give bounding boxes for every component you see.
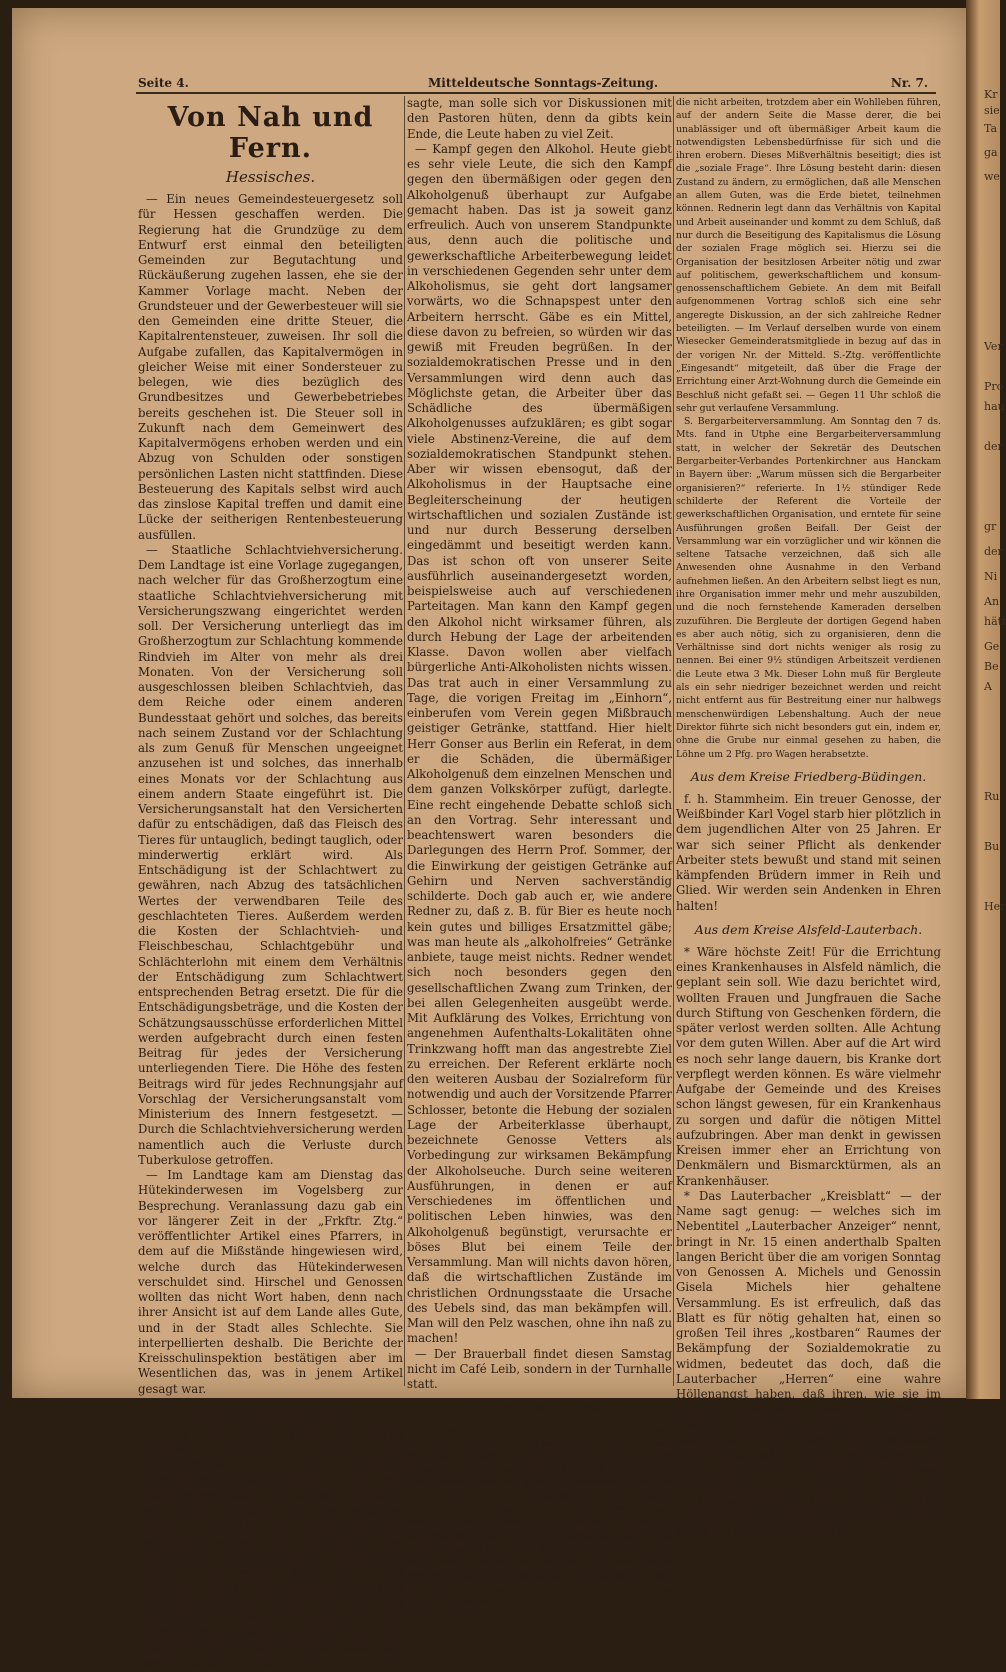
adjacent-page-edge — [966, 0, 1006, 1399]
issue-number: Nr. 7. — [890, 76, 928, 90]
article-paragraph: * Das Lauterbacher „Kreisblatt“ — der Name sagt genug: — welches sich im Nebentitel „Lauterbacher Anzeiger“ nennt, bringt in Nr. 15 einen anderthalb Spalten langen Bericht über die am vorigen Sonntag von Genossen A. Michels und Genossin Gisela Michels hier gehaltene Versammlung. Es ist erfreulich, daß das Blatt es für nötig gehalten hat, einen so großen Teil ihres „kostbaren“ Raumes der Bekämpfung der Sozialdemokratie zu widmen, bedeutet das doch, daß die Lauterbacher „Herren“ eine wahre Höllenangst haben, daß ihren, wie sie im Bericht schmeicheln, „fleißigen“ Arbeitern etwa die Augen aufgehen möchten über das wenige, was sie für ihren „Fleiß“ erhalten. Nun, nichts wäre ihnen gefährlicher, als das. Auch die im Bericht enthaltenen Verdrehungen und — gelinde ausgedrückt — Unerzogenheiten lohnt es sich nicht, einzugehen. Was macht es dem Monde aus, wenn ihn der Hund anbellt? — [676, 1188, 941, 1539]
region-heading: Hessisches. — [225, 168, 316, 186]
edge-fragment: der — [984, 440, 1003, 453]
section-heading: Aus dem Kreise Gießen. — [463, 1400, 616, 1416]
edge-fragment: Ver — [984, 340, 1003, 353]
edge-fragment: we — [984, 170, 1000, 183]
section-heading: Aus dem Kreise Alsfeld-Lauterbach. — [694, 921, 923, 937]
article-paragraph: — Wieseck. Die Versammlung am Sonntag, in der Frau Dr. Michels über „die soziale Frage“ sprach, war recht gut besucht, es mochten sich nahe an 200 Personen in dem geräumigen Saal des „Gambrinus“ eingefunden haben. Mit großer Aufmerksamkeit folgten die Zuhörer den verständlichen und klaren Ausführungen der Rednerin, die zunächst erklärte, was man unter der Bezeichnung „Soziale Frage“ überhaupt zu verstehen habe. Mancher behaupte zwar, eine solche existiere nicht. Wer sich aber im Leben nur ein klein wenig umsehe, der erkenne bald die großen Mißverhältnisse, die in bezug auf die Lebenslage in der Bevölkerung herrschen. Auf der einen Seite eine Anzahl Menschen, — [407, 1424, 672, 1609]
edge-fragment: hätt — [984, 615, 1006, 628]
edge-fragment: gr — [984, 520, 997, 533]
edge-fragment: Pro — [984, 380, 1004, 393]
article-paragraph: — Staatliche Schlachtviehversicherung. Dem Landtage ist eine Vorlage zugegangen, nach welcher für das Großherzogtum eine staatliche Schlachtviehversicherung mit Versicherungszwang eingerichtet werden soll. Der Versicherung unterliegt das im Großherzogtum zur Schlachtung kommende Rindvieh im Alter von mehr als drei Monaten. Von der Versicherung soll ausgeschlossen bleiben Schlachtvieh, das dem Reiche oder einem anderen Bundesstaat gehört und solches, das bereits nach seinem Zustand vor der Schlachtung als zum Genuß für Menschen ungeeignet anzusehen ist und solches, das innerhalb eines Monats vor der Schlachtung aus einem andern Staate eingeführt ist. Die Versicherungsanstalt hat den Versicherten dafür zu entschädigen, daß das Fleisch des Tieres für untauglich, bedingt tauglich, oder minderwertig erklärt wird. Als Entschädigung ist der Schlachtwert zu gewähren, nach Abzug des tatsächlichen Wertes der verwendbaren Teile des geschlachteten Tieres. Außerdem werden die Kosten der Schlachtvieh- und Fleischbeschau, Schlachtgebühr und Schlächterlohn mit einem dem Verhältnis der Entschädigung zum Schlachtwert entsprechenden Betrag ersetzt. Die für die Entschädigungsbeträge, und die Kosten der Schätzungsausschüsse erforderlichen Mittel werden aufgebracht durch einen festen Beitrag für jedes der Versicherung unterliegenden Tiere. Die Höhe des festen Beitrags wird für jedes Rechnungsjahr auf Vorschlag der Versicherungsanstalt vom Ministerium des Innern festgesetzt. — Durch die Schlachtviehversicherung werden namentlich auch die Verluste durch Tuberkulose getroffen. — [138, 542, 403, 1167]
page-label: Seite 4. — [138, 76, 189, 90]
column-1 — [138, 96, 403, 1671]
article-paragraph: — Sie geben keine Ruh! Die Herren Pastoren nämlich, wegen des Friedhofsstreits. In der neulichen Stadtverordneten-Versammlung verlas der Oberbürgermeister ein langes Schreiben des Pastor Naumann, in dem letzterer gegen den Beschluß der Stadtverordneten protestiert, wonach den Geistlichen aller Konfessionen gestattet werde, Gräber ihrer Konfession zu weihen. Weiter wird noch behauptet, daß der Oberbürgermeister kein Altkatholik sondern Katholik sei, was doch niemanden etwas angeht. Die Stadtverordneten-Versammlung legte die Epistel zu den Akten. — Man sieht, wie recht Krumm s. Zt. hatte, als er — [138, 1427, 403, 1671]
article-paragraph: — Ein neues Gemeindesteuergesetz soll für Hessen geschaffen werden. Die Regierung hat die Grundzüge zu dem Entwurf erst einmal den beteiligten Gemeinden zur Begutachtung und Rückäußerung zugehen lassen, ehe sie der Kammer Vorlage macht. Neben der Grundsteuer und der Gewerbesteuer will sie den Gemeinden eine dritte Steuer, die Kapitalrentensteuer, zuweisen. Ihr soll die Aufgabe zufallen, das Kapitalvermögen in gleicher Weise mit einer Sondersteuer zu belegen, wie dies bezüglich des Grundbesitzes und Gewerbebetriebes bereits geschehen ist. Die Steuer soll in Zukunft nach dem Gemeinwert des Kapitalvermögens erhoben werden und ein Abzug von Schulden oder sonstigen persönlichen Lasten nicht stattfinden. Diese Besteuerung des Kapitals selbst wird auch das zinslose Kapital treffen und damit eine Lücke der seitherigen Rentenbesteuerung ausfüllen. — [138, 192, 403, 542]
newspaper-title: Mitteldeutsche Sonntags-Zeitung. — [428, 76, 659, 90]
edge-fragment: Bu — [984, 840, 1000, 853]
edge-fragment: sie — [984, 104, 1000, 117]
section-heading: Gießener Angelegenheiten. — [183, 1404, 358, 1420]
column-2 — [407, 96, 672, 1609]
section-heading: Aus dem Kreise Friedberg-Büdingen. — [690, 768, 927, 784]
edge-fragment: Ni — [984, 570, 998, 583]
article-paragraph: die nicht arbeiten, trotzdem aber ein Wohlleben führen, auf der andern Seite die Masse derer, die bei unablässiger und oft übermäßiger Arbeit kaum die notwendigsten Lebensbedürfnisse für sich und die ihren erobern. Dieses Mißverhältnis beseitigt; dies ist die „soziale Frage“. Ihre Lösung besteht darin: diesen Zustand zu ändern, zu ermöglichen, daß alle Menschen an allem Guten, was die Erde bietet, teilnehmen können. Rednerin legt dann das Verhältnis von Kapital und Arbeit auseinander und kommt zu dem Schluß, daß nur durch die Beseitigung des Kapitalismus die Lösung der sozialen Frage möglich sei. Hierzu sei die Organisation der besitzlosen Arbeiter nötig und zwar auf politischem, gewerkschaftlichem und konsum-genossenschaftlichem Gebiete. An dem mit Beifall aufgenommenen Vortrag schloß sich eine sehr angeregte Diskussion, an der sich zahlreiche Redner beteiligten. — Im Verlauf derselben wurde von einem Wiesecker Gemeinderatsmitgliede in bezug auf das in der vorigen Nr. der Mitteld. S.-Ztg. veröffentlichte „Eingesandt“ mitgeteilt, daß über die Frage der Errichtung einer Arzt-Wohnung durch die Gemeinde ein Beschluß nicht gefaßt sei. — Gegen 11 Uhr schloß die sehr gut verlaufene Versammlung. — [676, 97, 941, 414]
section-masthead: Von Nah und Fern. — [167, 102, 374, 164]
article-paragraph: — Kampf gegen den Alkohol. Heute giebt es sehr viele Leute, die sich den Kampf gegen den übermäßigen oder gegen den Alkoholgenuß überhaupt zur Aufgabe gemacht haben. Das ist ja soweit ganz erfreulich. Auch von unserem Standpunkte aus, denn auch die politische und gewerkschaftliche Arbeiterbewegung leidet in verschiedenen Gegenden sehr unter dem Alkoholismus, sie geht dort langsamer vorwärts, wo die Schnapspest unter den Arbeitern herrscht. Gäbe es ein Mittel, diese davon zu befreien, so würden wir das gewiß mit Freuden begrüßen. In der sozialdemokratischen Presse und in den Versammlungen wird denn auch das Möglichste getan, die Arbeiter über das Schädliche des übermäßigen Alkoholgenusses aufzuklären; es gibt sogar viele Abstinenz-Vereine, die auf dem sozialdemokratischen Standpunkt stehen. Aber wir wissen ebensogut, daß der Alkoholismus in der Hauptsache eine Begleiterscheinung der heutigen wirtschaftlichen und sozialen Zustände ist und nur durch Besserung derselben eingedämmt und beseitigt werden kann. Das ist schon oft von unserer Seite ausführlich auseinandergesetzt worden, beispielsweise auch auf verschiedenen Parteitagen. Man kann den Kampf gegen den Alkohol nicht wirksamer führen, als durch Hebung der Lage der arbeitenden Klasse. Davon wollen aber vielfach bürgerliche Anti-Alkoholisten nichts wissen. Das trat auch in einer Versammlung zu Tage, die vorigen Freitag im „Einhorn“, einberufen vom Verein gegen Mißbrauch geistiger Getränke, stattfand. Hier hielt Herr Gonser aus Berlin ein Referat, in dem er die Schäden, die übermäßiger Alkoholgenuß dem einzelnen Menschen und dem ganzen Volkskörper zufügt, darlegte. Eine recht eingehende Debatte schloß sich an den Vortrag. Sehr interessant und beachtenswert waren besonders die Darlegungen des Herrn Prof. Sommer, der die Einwirkung der geistigen Getränke auf Gehirn und Nerven sachverständig schilderte. Doch gab auch er, wie andere Redner zu, daß z. B. für Bier es heute noch kein gutes und billiges Ersatzmittel gäbe; was man heute als „alkoholfreies“ Getränke anbiete, tauge meist nichts. Redner wendet sich noch besonders gegen den gesellschaftlichen Zwang zum Trinken, der bei allen Gelegenheiten ausgeübt werde. Mit Aufklärung des Volkes, Errichtung von angenehmen Aufenthalts-Lokalitäten ohne Trinkzwang hofft man das angestrebte Ziel zu erreichen. Der Referent erklärte noch den weiteren Ausbau der Sozialreform für notwendig und auch der Vorsitzende Pfarrer Schlosser, betonte die Hebung der sozialen Lage der Arbeiterklasse überhaupt, bezeichnete Genosse Vetters als Vorbedingung zur wirksamen Bekämpfung der Alkoholseuche. Durch seine weiteren Ausführungen, in denen er auf Verschiedenes im öffentlichen und politischen Leben hinwies, was den Alkoholgenuß begünstigt, verursachte er böses Blut bei einem Teile der Versammlung. Man will nichts davon hören, daß die wirtschaftlichen Zustände im christlichen Ordnungsstaate die Ursache des Uebels sind, das man bekämpfen will. Man will den Pelz waschen, ohne ihn naß zu machen! — [407, 141, 672, 1346]
edge-fragment: ga — [984, 146, 998, 159]
edge-fragment: hau — [984, 400, 1005, 413]
edge-fragment: An — [984, 595, 1000, 608]
edge-fragment: der — [984, 545, 1003, 558]
page-header — [138, 74, 928, 94]
column-divider — [673, 96, 674, 1386]
article-paragraph: f. h. Stammheim. Ein treuer Genosse, der Weißbinder Karl Vogel starb hier plötzlich in dem jugendlichen Alter von 25 Jahren. Er war sich seiner Pflicht als denkender Arbeiter stets bewußt und stand mit seinen kämpfenden Brüdern immer in Reih und Glied. Wir werden sein Andenken in Ehren halten! — [676, 791, 941, 913]
edge-fragment: Kr — [984, 88, 998, 101]
edge-fragment: Be — [984, 660, 999, 673]
edge-fragment: A — [984, 680, 992, 693]
article-paragraph: — Der Brauerball findet diesen Samstag nicht im Café Leib, sondern in der Turnhalle statt. — [407, 1346, 672, 1391]
header-rule — [136, 92, 936, 94]
article-paragraph: * Wäre höchste Zeit! Für die Errichtung eines Krankenhauses in Alsfeld nämlich, die geplant sein soll. Wie dazu berichtet wird, wollten Frauen und Jungfrauen die Sache durch Stiftung von Geschenken fördern, die später verlost werden sollten. Alle Achtung vor dem guten Willen. Aber auf die Art wird es noch sehr lange dauern, bis Kranke dort verpflegt werden können. Es wäre vielmehr Aufgabe der Gemeinde und des Kreises schon längst gewesen, für ein Krankenhaus zu sorgen und dafür die nötigen Mittel aufzubringen. Aber man denkt in gewissen Kreisen immer eher an Errichtung von Denkmälern und Bismarcktürmen, als an Krankenhäuser. — [676, 944, 941, 1188]
article-paragraph: sagte, man solle sich vor Diskussionen mit den Pastoren hüten, denn da gibts kein Ende, die Leute haben zu viel Zeit. — [407, 96, 672, 141]
edge-fragment: Her — [984, 900, 1006, 913]
column-divider — [404, 96, 405, 1386]
edge-fragment: Ta — [984, 122, 998, 135]
column-3 — [676, 96, 941, 1539]
edge-fragment: Ge — [984, 640, 1000, 653]
article-paragraph: — Im Landtage kam am Dienstag das Hütekinderwesen im Vogelsberg zur Besprechung. Veranlassung dazu gab ein vor längerer Zeit in der „Frkftr. Ztg.“ veröffentlichter Artikel eines Pfarrers, in dem auf die Mißstände hingewiesen wird, welche durch das Hütekinderwesen verschuldet sind. Hirschel und Genossen wollten das nicht Wort haben, denn nach ihrer Ansicht ist auf dem Lande alles Gute, und in der Stadt alles Schlechte. Sie interpellierten deshalb. Die Berichte der Kreisschulinspektion bestätigen aber im Wesentlichen das, was in jenem Artikel gesagt war. — [138, 1168, 403, 1396]
edge-fragment: Ru — [984, 790, 1000, 803]
article-paragraph: S. Bergarbeiterversammlung. Am Sonntag den 7 ds. Mts. fand in Utphe eine Bergarbeiterversammlung statt, in welcher der Sekretär des Deutschen Bergarbeiter-Verbandes Portenkirchner aus Hanckam in Bayern über: „Warum müssen sich die Bergarbeiter organisieren?“ referierte. In 1½ stündiger Rede schilderte der Referent die Vorteile der gewerkschaftlichen Organisation, und erntete für seine Ausführungen großen Beifall. Der Geist der Versammlung war ein vorzüglicher und wir können die seltene Tatsache verzeichnen, daß sich alle Anwesenden ohne Ausnahme in den Verband aufnehmen ließen. An den Arbeitern selbst liegt es nun, ihre Organisation immer mehr und mehr auszubilden, und die noch fernstehende Kameraden derselben zuzuführen. Die Bergleute der dortigen Gegend haben es aber auch nötig, sich zu organisieren, denn die Verhältnisse sind dort nichts weniger als rosig zu nennen. Bei einer 9½ stündigen Arbeitszeit verdienen die Leute etwa 3 Mk. Dieser Lohn muß für Bergleute als ein sehr niedriger bezeichnet werden und reicht nicht entfernt aus für Bestreitung einer nur halbwegs menschenwürdigen Lebenshaltung. Auch der neue Direktor führte sich nicht besonders gut ein, indem er, ohne die Grube nur einmal gesehen zu haben, die Löhne um 2 Pfg. pro Wagen herabsetzte. — [676, 416, 941, 760]
